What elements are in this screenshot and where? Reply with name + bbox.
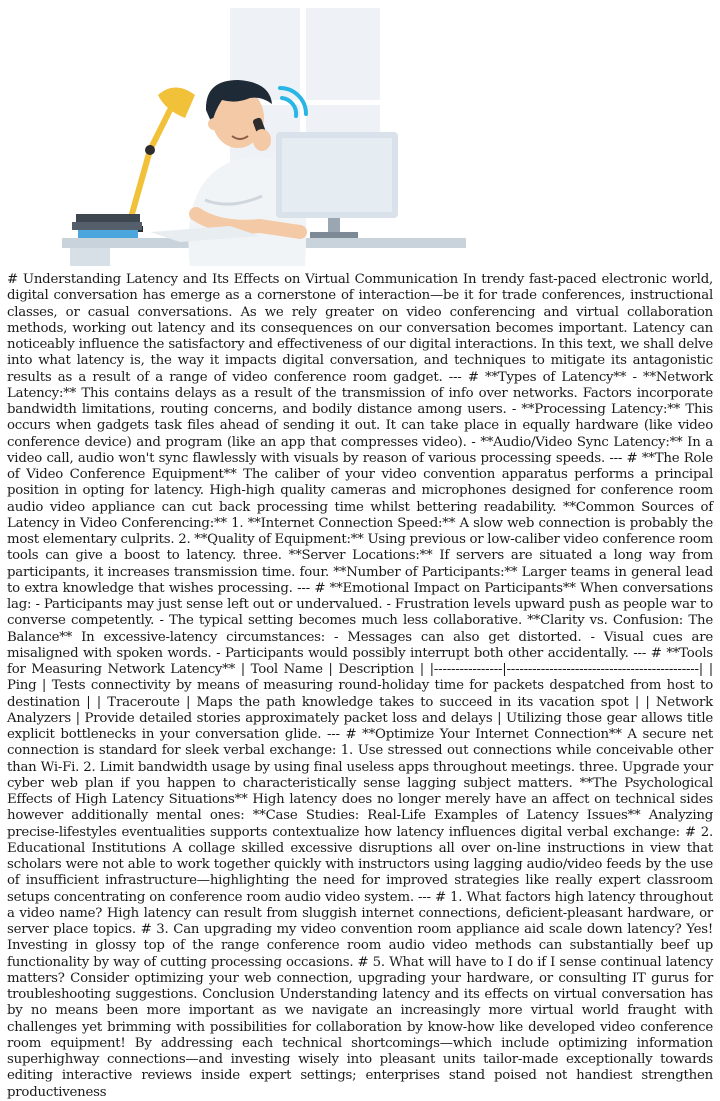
hero-illustration — [0, 0, 466, 266]
person-on-phone-icon — [0, 0, 466, 266]
article-body: # Understanding Latency and Its Effects on Virtual Communication In trendy fast-paced electronic world, digital conversation has emerge as a cornerstone of interaction—be it for trade conferences, instructional classes, or casual conversations. As we rely greater on video conferencing and virtual collaboration methods, working out latency and its consequences on our conversation becomes important. Latency can noticeably influence the satisfactory and effectiveness of our digital interactions. In this text, we shall delve into what latency is, the way it impacts digital conversation, and techniques to mitigate its antagonistic results as a result of a range of video conference room gadget. --- # **Types of Latency** - **Network Latency:** This contains delays as a result of the transmission of info over networks. Factors incorporate bandwidth limitations, routing concerns, and bodily distance among users. - **Processing Latency:** This occurs when gadgets task files ahead of sending it out. It can take place in equally hardware (like video conference device) and program (like an app that compresses video). - **Audio/Video Sync Latency:** In a video call, audio won't sync flawlessly with visuals by reason of various processing speeds. --- # **The Role of Video Conference Equipment** The caliber of your video convention apparatus performs a principal position in opting for latency. High-high quality cameras and microphones designed for conference room audio video appliance can cut back processing time whilst bettering readability. **Common Sources of Latency in Video Conferencing:** 1. **Internet Connection Speed:** A slow web connection is probably the most elementary culprits. 2. **Quality of Equipment:** Using previous or low-caliber video conference room tools can give a boost to latency. three. **Server Locations:** If servers are situated a long way from participants, it increases transmission time. four. **Number of Participants:** Larger teams in general lead to extra knowledge that wishes processing. --- # **Emotional Impact on Participants** When conversations lag: - Participants may just sense left out or undervalued. - Frustration levels upward push as people war to converse competently. - The typical setting becomes much less collaborative. **Clarity vs. Confusion: The Balance** In excessive-latency circumstances: - Messages can also get distorted. - Visual cues are misaligned with spoken words. - Participants would possibly interrupt both other accidentally. --- # **Tools for Measuring Network Latency** | Tool Name | Description | |----------------|---------------------------------------------| | Ping | Tests connectivity by means of measuring round-holiday time for packets despatched from host to destination | | Traceroute | Maps the path knowledge takes to succeed in its vacation spot | | Network Analyzers | Provide detailed stories approximately packet loss and delays | Utilizing those gear allows title explicit bottlenecks in your conversation glide. --- # **Optimize Your Internet Connection** A secure net connection is standard for sleek verbal exchange: 1. Use stressed out connections while conceivable other than Wi-Fi. 2. Limit bandwidth usage by using final useless apps throughout meetings. three. Upgrade your cyber web plan if you happen to characteristically sense lagging subject matters. **The Psychological Effects of High Latency Situations** High latency does no longer merely have an affect on technical sides however additionally mental ones: **Case Studies: Real-Life Examples of Latency Issues** Analyzing precise-lifestyles eventualities supports contextualize how latency influences digital verbal exchange: # 2. Educational Institutions A collage skilled excessive disruptions all over on-line instructions in view that scholars were not able to work together quickly with instructors using lagging audio/video feeds by the use of insufficient infrastructure—highlighting the need for improved strategies like really expert classroom setups concentrating on conference room audio video system. --- # 1. What factors high latency throughout a video name? High latency can result from sluggish internet connections, deficient-pleasant hardware, or server place topics. # 3. Can upgrading my video convention room appliance aid scale down latency? Yes! Investing in glossy top of the range conference room audio video methods can substantially beef up functionality by way of cutting processing occasions. # 5. What will have to I do if I sense continual latency matters? Consider optimizing your web connection, upgrading your hardware, or consulting IT gurus for troubleshooting suggestions. Conclusion Understanding latency and its effects on virtual conversation has by no means been more important as we navigate an increasingly more virtual world fraught with challenges yet brimming with possibilities for collaboration by know-how like developed video conference room equipment! By addressing each technical shortcomings—which include optimizing information superhighway connections—and investing wisely into pleasant units tailor-made exceptionally towards editing interactive reviews inside expert settings; enterprises stand poised not handiest strengthen productiveness — [7, 272, 713, 1100]
